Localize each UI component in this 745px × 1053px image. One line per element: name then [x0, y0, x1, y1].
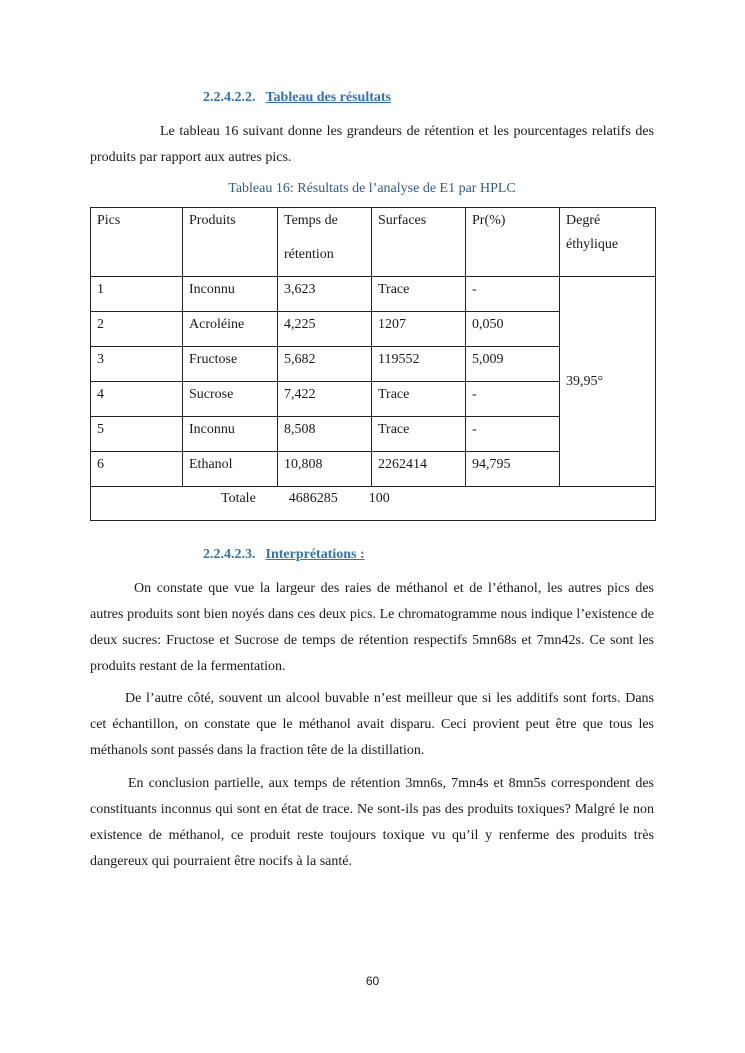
cell-temps: 4,225: [278, 312, 372, 347]
header-degre-line1: Degré: [566, 213, 601, 228]
cell-pr: -: [466, 382, 560, 417]
cell-pic: 5: [91, 417, 183, 452]
cell-surface: 2262414: [372, 452, 466, 487]
cell-surface: Trace: [372, 417, 466, 452]
header-degre: [560, 208, 656, 277]
table-row: [91, 277, 656, 312]
table-caption: Tableau 16: Résultats de l’analyse de E1 par HPLC: [228, 181, 516, 196]
cell-pic: 3: [91, 347, 183, 382]
cell-degree: 39,95°: [560, 277, 656, 487]
cell-temps: 8,508: [278, 417, 372, 452]
header-pics: Pics: [91, 208, 183, 277]
cell-produit: Acroléine: [183, 312, 278, 347]
header-pr: Pr(%): [466, 208, 560, 277]
page-number: 60: [365, 974, 380, 988]
paragraph-2: De l’autre côté, souvent un alcool buvable n’est meilleur que si les additifs sont forts. Dans cet échantillon, on constate que le méthanol avait disparu. Ceci provient peut être que tous les méthanols sont passés dans la fraction tête de la distillation.: [90, 691, 654, 758]
cell-pr: -: [466, 277, 560, 312]
header-produits: Produits: [183, 208, 278, 277]
section-number: 2.2.4.2.3.: [203, 547, 256, 562]
cell-pr: -: [466, 417, 560, 452]
section-title: Tableau des résultats: [265, 90, 392, 105]
section-heading-interpretations: [203, 547, 365, 563]
cell-produit: Sucrose: [183, 382, 278, 417]
cell-pr: 94,795: [466, 452, 560, 487]
section-number: 2.2.4.2.2.: [203, 90, 256, 105]
cell-pr: 5,009: [466, 347, 560, 382]
header-surfaces: Surfaces: [372, 208, 466, 277]
cell-pic: 1: [91, 277, 183, 312]
cell-temps: 7,422: [278, 382, 372, 417]
header-degre-line2: éthylique: [566, 237, 619, 252]
cell-pr: 0,050: [466, 312, 560, 347]
cell-pic: 2: [91, 312, 183, 347]
cell-pic: 6: [91, 452, 183, 487]
total-pr: 100: [368, 491, 390, 506]
total-cell: [91, 487, 656, 521]
paragraph-1: On constate que vue la largeur des raies de méthanol et de l’éthanol, les autres pics des autres produits sont bien noyés dans ces deux pics. Le chromatogramme nous indique l’existence de deux sucres: Fructose et Sucrose de temps de rétention respectifs 5mn68s et 7mn42s. Ce sont les produits restant de la fermentation.: [90, 581, 654, 674]
cell-temps: 5,682: [278, 347, 372, 382]
header-temps-line2: rétention: [284, 247, 334, 262]
cell-surface: Trace: [372, 277, 466, 312]
cell-surface: Trace: [372, 382, 466, 417]
section-title: Interprétations :: [265, 547, 365, 562]
results-table: [90, 207, 656, 521]
total-label: Totale: [221, 491, 256, 506]
cell-produit: Inconnu: [183, 277, 278, 312]
header-temps-line1: Temps de: [284, 213, 338, 228]
table-total-row: [91, 487, 656, 521]
header-temps: [278, 208, 372, 277]
cell-temps: 3,623: [278, 277, 372, 312]
paragraph-3: En conclusion partielle, aux temps de rétention 3mn6s, 7mn4s et 8mn5s correspondent des constituants inconnus qui sont en état de trace. Ne sont-ils pas des produits toxiques? Malgré le non existence de méthanol, ce produit reste toujours toxique vu qu’il y renferme des produits très dangereux qui pourraient être nocifs à la santé.: [90, 776, 654, 869]
total-surface: 4686285: [288, 491, 338, 506]
cell-pic: 4: [91, 382, 183, 417]
cell-produit: Fructose: [183, 347, 278, 382]
section-heading-results: [203, 90, 391, 106]
table-header-row: [91, 208, 656, 277]
cell-surface: 1207: [372, 312, 466, 347]
cell-surface: 119552: [372, 347, 466, 382]
cell-produit: Inconnu: [183, 417, 278, 452]
intro-paragraph: Le tableau 16 suivant donne les grandeurs de rétention et les pourcentages relatifs des produits par rapport aux autres pics.: [90, 124, 654, 165]
cell-temps: 10,808: [278, 452, 372, 487]
cell-produit: Ethanol: [183, 452, 278, 487]
